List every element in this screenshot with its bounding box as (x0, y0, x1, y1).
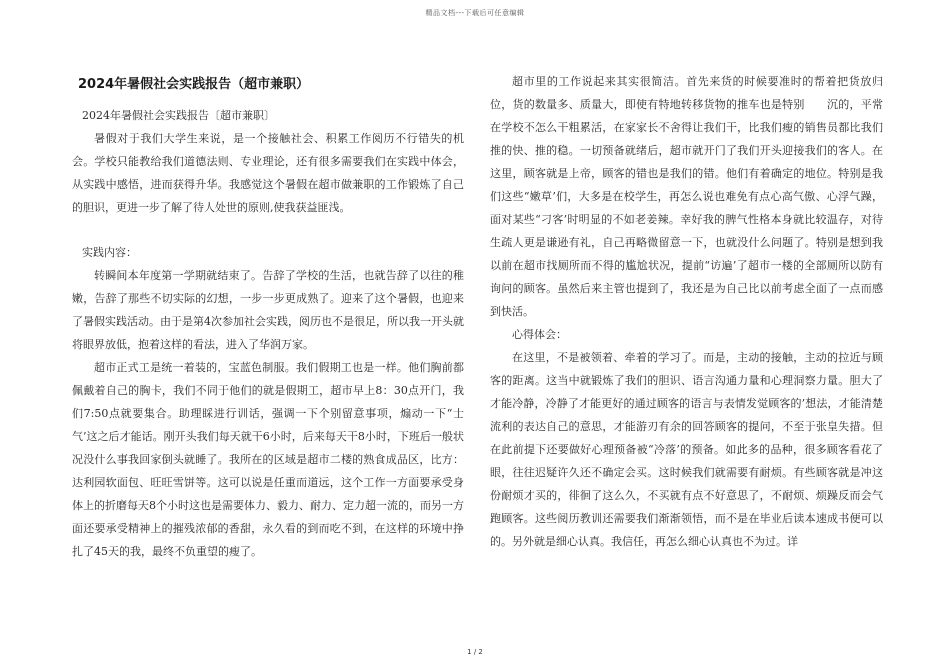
paragraph-gap (72, 219, 464, 241)
page-number: 1 / 2 (467, 648, 483, 656)
practice-paragraph-1: 转瞬间本年度第一学期就结束了。告辞了学校的生活，也就告辞了以往的稚嫩，告辞了那些不切实际的幻想，一步一步更成熟了。迎来了这个暑假，也迎来了暑假实践活动。由于是第4次参加社会实践，阅历也不是很足，所以我一开头就将眼界放低，抱着这样的看法，进入了华润万家。 (72, 269, 464, 351)
document-title: 2024年暑假社会实践报告（超市兼职） (78, 77, 310, 92)
page-header: 精品文档---下载后可任意编辑 (425, 9, 525, 17)
left-column (72, 70, 464, 563)
subtitle: 2024年暑假社会实践报告〔超市兼职〕 (82, 109, 275, 122)
section-heading-experience: 心得体会： (512, 328, 567, 341)
section-heading-practice: 实践内容： (82, 246, 137, 259)
experience-paragraph: 在这里，不是被领着、牵着的学习了。而是，主动的接触，主动的拉近与顾客的距离。这当中就锻炼了我们的胆识、语言沟通力量和心理洞察力量。胆大了才能冷静，冷静了才能更好的通过顾客的语言与表情发觉顾客的’想法，才能清楚流利的表达自己的意思，才能游刃有余的回答顾客的提问，不至于张皇失措。但在此前提下还要做好心理预备被“冷落’的预备。如此多的品种，很多顾客看花了眼，往往迟疑许久还不确定会买。这时候我们就需要有耐烦。有些顾客就是冲这份耐烦才买的，徘徊了这么久，不买就有点不好意思了，不耐烦、烦躁反而会气跑顾客。这些阅历教训还需要我们渐渐领悟，而不是在毕业后读本速成书便可以的。另外就是细心认真。我信任，再怎么细心认真也不为过。详 (490, 351, 883, 548)
work-paragraph: 超市里的工作说起来其实很简洁。首先来货的时候要准时的帮着把货放归位，货的数量多、质量大，即使有特地转移货物的推车也是特别 沉的，平常在学校不怎么干粗累活，在家家长不舍得让我们干，比我们瘦的销售员都比我们推的快、推的稳。一切预备就绪后，超市就开门了我们开头迎接我们的客人。在这里，顾客就是上帝，顾客的错也是我们的错。他们有着确定的地位。特别是我们这些“嫩草’们，大多是在校学生，再怎么说也难免有点心高气傲、心浮气躁，面对某些“刁客’时明显的不如老姜辣。幸好我的脾气性格本身就比较温存，对待生疏人更是谦逊有礼，自己再略微留意一下，也就没什么问题了。特别是想到我以前在超市找厕所而不得的尴尬状况，提前“访遍’了超市一楼的全部厕所以防有询问的顾客。虽然后来主管也提到了，我还是为自己比以前考虑全面了一点而感到快活。 (490, 75, 883, 318)
practice-paragraph-2: 超市正式工是统一着装的，宝蓝色制服。我们假期工也是一样。他们胸前都佩戴着自己的胸卡，我们不同于他们的就是假期工，超市早上8：30点开门，我们7:50点就要集合。助理睬进行训话，强调一下个别留意事项，煽动一下“士气’这之后才能话。刚开头我们每天就干6小时，后来每天干8小时，下班后一般状况没什么事我回家倒头就睡了。我所在的区域是超市二楼的熟食成品区，比方：达利园软面包、旺旺雪饼等。这可以说是任重而道远，这个工作一方面要承受身体上的折磨每天8个小时这也是需要体力、毅力、耐力、定力超一流的，而另一方面还要承受精神上的摧残浓郁的香甜，永久看的到而吃不到，在这样的环境中挣扎了45天的我，最终不负重望的瘦了。 (72, 361, 464, 558)
intro-paragraph: 暑假对于我们大学生来说，是一个接触社会、积累工作阅历不行错失的机会。学校只能教给我们道德法则、专业理论，还有很多需要我们在实践中体会，从实践中感悟，进而获得升华。我感觉这个暑假在超市做兼职的工作锻炼了自己的胆识，更进一步了解了待人处世的原则,使我获益匪浅。 (72, 132, 464, 214)
right-column (490, 70, 883, 553)
